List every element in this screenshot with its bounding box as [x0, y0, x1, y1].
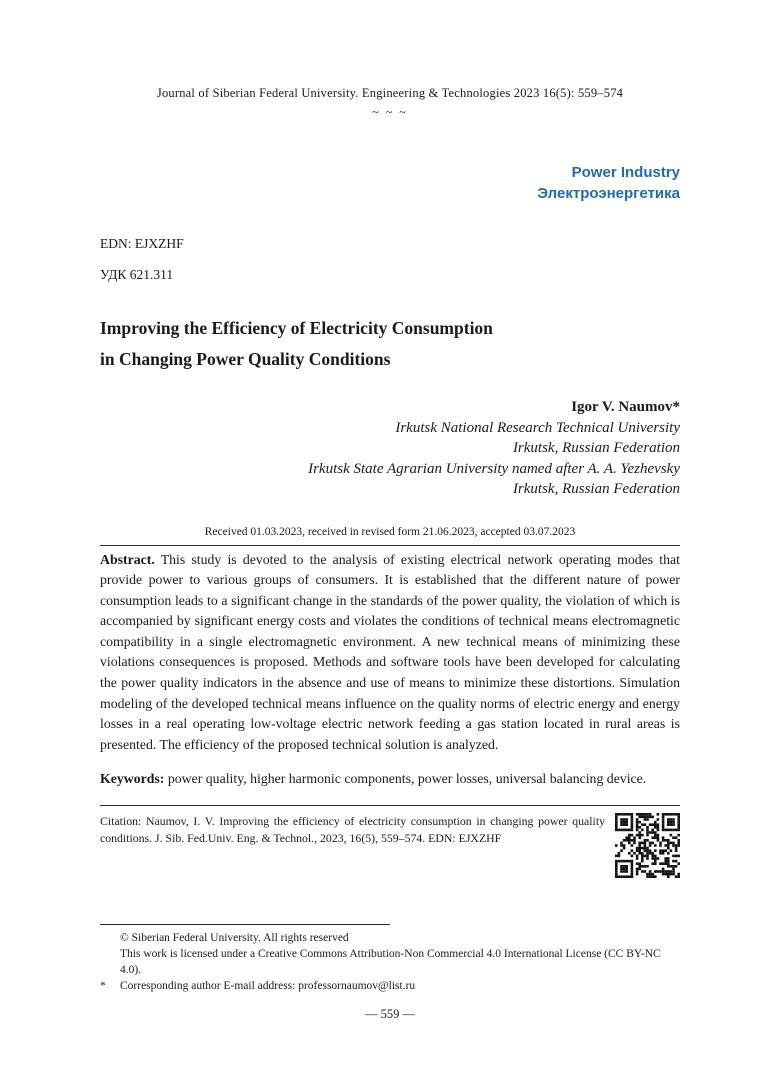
- affiliation-line: Irkutsk, Russian Federation: [512, 440, 680, 456]
- affiliation-line: Irkutsk National Research Technical University: [395, 419, 680, 436]
- affiliation-line: Irkutsk, Russian Federation: [512, 481, 680, 497]
- copyright-line: © Siberian Federal University. All rights reserved: [120, 931, 349, 944]
- citation-row: [100, 813, 680, 883]
- page-footer: [100, 924, 680, 1023]
- keywords-text: power quality, higher harmonic components, power losses, universal balancing device.: [164, 771, 647, 787]
- citation-top-rule: [100, 805, 680, 806]
- article-title-line2: in Changing Power Quality Conditions: [100, 349, 391, 369]
- page-content: [100, 0, 680, 883]
- author-name: Igor V. Naumov*: [571, 399, 680, 415]
- article-title: [100, 313, 680, 375]
- article-title-line1: Improving the Efficiency of Electricity Consumption: [100, 318, 493, 338]
- section-rubric: [100, 162, 680, 204]
- abstract-paragraph: [100, 550, 680, 756]
- abstract-top-rule: [100, 545, 680, 546]
- edn-code: EDN: EJXZHF: [100, 236, 184, 251]
- citation-text: Citation: Naumov, I. V. Improving the efficiency of electricity consumption in changing power quality conditions. J. Sib. Fed.Univ. Eng. & Technol., 2023, 16(5), 559–574. EDN: EJXZHF: [100, 814, 605, 845]
- abstract-text: This study is devoted to the analysis of existing electrical network operating modes that provide power to various groups of consumers. It is established that the different nature of power consumption leads to a significant change in the standards of the power quality, the violation of which is accompanied by significant energy costs and violates the conditions of technical means electromagnetic compatibility in a single electromagnetic environment. A new technical means of minimizing these violations consequences is proposed. Methods and software tools have been developed for calculating the power quality indicators in the absence and use of means to minimize these distortions. Simulation modeling of the developed technical means influence on the quality norms of electric energy and energy losses in a real operating low-voltage electric network feeding a gas station located in rural areas is presented. The efficiency of the proposed technical solution is analyzed.: [100, 551, 680, 752]
- udk-code: УДК 621.311: [100, 267, 174, 282]
- rubric-en: Power Industry: [571, 164, 680, 181]
- tilde-separator: ~ ~ ~: [372, 105, 408, 119]
- rubric-ru: Электроэнергетика: [537, 185, 680, 202]
- footnote-rule: [100, 924, 390, 925]
- affiliation-line: Irkutsk State Agrarian University named after A. A. Yezhevsky: [308, 460, 680, 477]
- keywords-label: Keywords:: [100, 771, 165, 787]
- qr-code: [615, 813, 680, 883]
- license-line: This work is licensed under a Creative Commons Attribution-Non Commercial 4.0 International License (CC BY-NC 4.0).: [120, 948, 661, 976]
- keywords-paragraph: [100, 769, 680, 789]
- corresponding-author-line: [100, 979, 680, 995]
- page-number: — 559 —: [365, 1006, 415, 1021]
- corresponding-author-text: Corresponding author E-mail address: professornaumov@list.ru: [120, 980, 416, 992]
- abstract-label: Abstract.: [100, 551, 155, 567]
- journal-header: Journal of Siberian Federal University. Engineering & Technologies 2023 16(5): 559–574: [156, 86, 624, 100]
- asterisk-marker: *: [100, 980, 106, 992]
- author-block: [100, 397, 680, 500]
- received-dates: Received 01.03.2023, received in revised form 21.06.2023, accepted 03.07.2023: [204, 525, 576, 538]
